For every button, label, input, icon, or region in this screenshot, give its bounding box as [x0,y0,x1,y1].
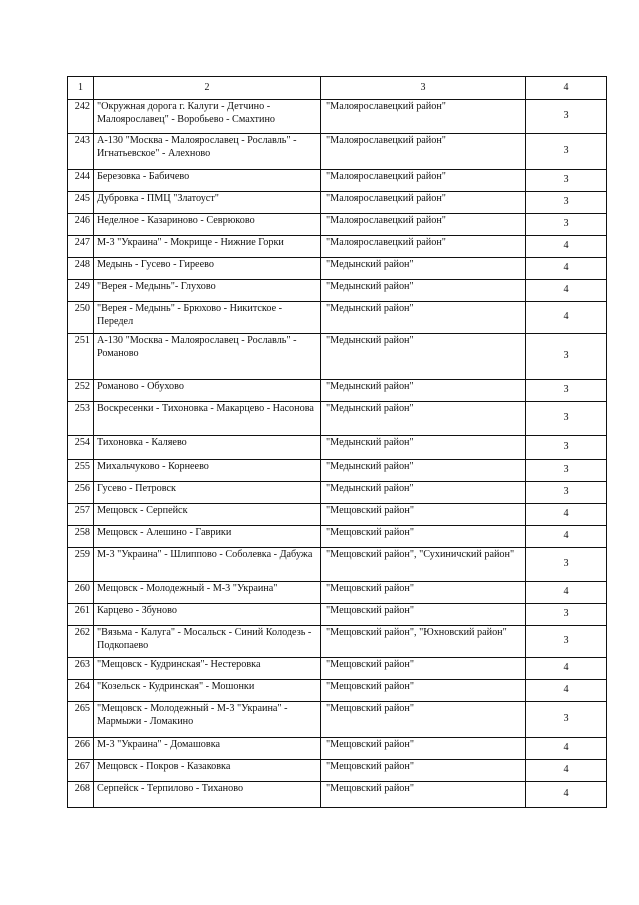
row-number: 255 [68,460,94,482]
row-number: 266 [68,738,94,760]
row-number: 245 [68,192,94,214]
road-category: 3 [526,380,607,402]
road-category: 3 [526,702,607,738]
district-name: "Мещовский район" [321,680,526,702]
row-number: 258 [68,526,94,548]
road-category: 4 [526,782,607,808]
district-name: "Мещовский район" [321,526,526,548]
row-number: 247 [68,236,94,258]
road-name: Дубровка - ПМЦ "Златоуст" [94,192,321,214]
row-number: 265 [68,702,94,738]
district-name: "Медынский район" [321,302,526,334]
road-category: 3 [526,100,607,134]
row-number: 263 [68,658,94,680]
table-row [68,482,607,504]
row-number: 246 [68,214,94,236]
road-name: А-130 "Москва - Малоярославец - Рославль" - Игнатьевское" - Алехново [94,134,321,170]
road-name: "Вязьма - Калуга" - Мосальск - Синий Колодезь - Подкопаево [94,626,321,658]
road-name: Мещовск - Покров - Казаковка [94,760,321,782]
road-name: Тихоновка - Каляево [94,436,321,460]
table-row [68,258,607,280]
table-row [68,380,607,402]
table-row [68,760,607,782]
road-name: А-130 "Москва - Малоярославец - Рославль" - Романово [94,334,321,380]
road-category: 3 [526,626,607,658]
table-row [68,134,607,170]
district-name: "Медынский район" [321,334,526,380]
row-number: 253 [68,402,94,436]
row-number: 256 [68,482,94,504]
district-name: "Малоярославецкий район" [321,236,526,258]
road-category: 4 [526,236,607,258]
road-category: 4 [526,582,607,604]
table-row [68,436,607,460]
table-row [68,782,607,808]
district-name: "Малоярославецкий район" [321,170,526,192]
table-row [68,402,607,436]
road-category: 4 [526,258,607,280]
row-number: 248 [68,258,94,280]
row-number: 242 [68,100,94,134]
road-name: "Мещовск - Молодежный - М-3 "Украина" - Мармыжи - Ломакино [94,702,321,738]
road-category: 3 [526,334,607,380]
road-name: "Верея - Медынь"- Глухово [94,280,321,302]
road-category: 4 [526,680,607,702]
road-name: М-3 "Украина" - Домашовка [94,738,321,760]
road-category: 4 [526,658,607,680]
district-name: "Мещовский район" [321,604,526,626]
road-name: М-3 "Украина" - Шлиппово - Соболевка - Дабужа [94,548,321,582]
header-col-number: 1 [68,77,94,100]
table-row [68,548,607,582]
district-name: "Малоярославецкий район" [321,214,526,236]
table-row [68,626,607,658]
table-row [68,214,607,236]
road-name: Неделное - Казариново - Севрюково [94,214,321,236]
row-number: 262 [68,626,94,658]
district-name: "Мещовский район" [321,658,526,680]
road-category: 3 [526,402,607,436]
table-row [68,460,607,482]
table-row [68,100,607,134]
table-row [68,658,607,680]
road-category: 3 [526,604,607,626]
road-name: Мещовск - Серпейск [94,504,321,526]
road-category: 4 [526,526,607,548]
road-name: Воскресенки - Тихоновка - Макарцево - Насонова [94,402,321,436]
table-row [68,680,607,702]
row-number: 254 [68,436,94,460]
header-col-district: 3 [321,77,526,100]
district-name: "Мещовский район" [321,760,526,782]
table-row [68,302,607,334]
road-category: 3 [526,134,607,170]
table-row [68,582,607,604]
table-row [68,236,607,258]
row-number: 264 [68,680,94,702]
row-number: 244 [68,170,94,192]
road-category: 3 [526,170,607,192]
district-name: "Мещовский район" [321,738,526,760]
road-category: 4 [526,738,607,760]
road-category: 3 [526,214,607,236]
road-name: "Козельск - Кудринская" - Мошонки [94,680,321,702]
table-header-row [68,77,607,100]
table-row [68,334,607,380]
road-category: 4 [526,280,607,302]
district-name: "Медынский район" [321,436,526,460]
road-category: 4 [526,302,607,334]
row-number: 259 [68,548,94,582]
district-name: "Медынский район" [321,402,526,436]
district-name: "Медынский район" [321,482,526,504]
row-number: 257 [68,504,94,526]
road-name: Карцево - Збуново [94,604,321,626]
district-name: "Малоярославецкий район" [321,100,526,134]
row-number: 249 [68,280,94,302]
district-name: "Мещовский район", "Юхновский район" [321,626,526,658]
road-registry-table [67,76,607,808]
table-row [68,280,607,302]
header-col-category: 4 [526,77,607,100]
row-number: 243 [68,134,94,170]
road-name: Гусево - Петровск [94,482,321,504]
header-col-road: 2 [94,77,321,100]
table-row [68,192,607,214]
row-number: 250 [68,302,94,334]
table-row [68,738,607,760]
table-row [68,702,607,738]
road-name: "Верея - Медынь" - Брюхово - Никитское - Передел [94,302,321,334]
district-name: "Мещовский район" [321,782,526,808]
district-name: "Мещовский район" [321,582,526,604]
road-category: 3 [526,482,607,504]
district-name: "Медынский район" [321,460,526,482]
district-name: "Медынский район" [321,380,526,402]
district-name: "Мещовский район" [321,504,526,526]
road-category: 3 [526,548,607,582]
table-row [68,604,607,626]
road-category: 3 [526,460,607,482]
district-name: "Мещовский район" [321,702,526,738]
row-number: 260 [68,582,94,604]
table-row [68,504,607,526]
road-category: 3 [526,192,607,214]
road-name: Романово - Обухово [94,380,321,402]
road-name: "Окружная дорога г. Калуги - Детчино - Малоярославец" - Воробьево - Смахтино [94,100,321,134]
road-name: Медынь - Гусево - Гиреево [94,258,321,280]
road-name: Мещовск - Молодежный - М-3 "Украина" [94,582,321,604]
road-category: 3 [526,436,607,460]
row-number: 252 [68,380,94,402]
district-name: "Мещовский район", "Сухиничский район" [321,548,526,582]
table-row [68,170,607,192]
road-name: Мещовск - Алешино - Гаврики [94,526,321,548]
row-number: 267 [68,760,94,782]
district-name: "Медынский район" [321,258,526,280]
road-name: Серпейск - Терпилово - Тиханово [94,782,321,808]
road-category: 4 [526,760,607,782]
road-name: "Мещовск - Кудринская"- Нестеровка [94,658,321,680]
row-number: 268 [68,782,94,808]
road-name: М-3 "Украина" - Мокрище - Нижние Горки [94,236,321,258]
table-row [68,526,607,548]
district-name: "Малоярославецкий район" [321,192,526,214]
row-number: 251 [68,334,94,380]
district-name: "Малоярославецкий район" [321,134,526,170]
road-name: Михальчуково - Корнеево [94,460,321,482]
road-name: Березовка - Бабичево [94,170,321,192]
district-name: "Медынский район" [321,280,526,302]
road-category: 4 [526,504,607,526]
row-number: 261 [68,604,94,626]
